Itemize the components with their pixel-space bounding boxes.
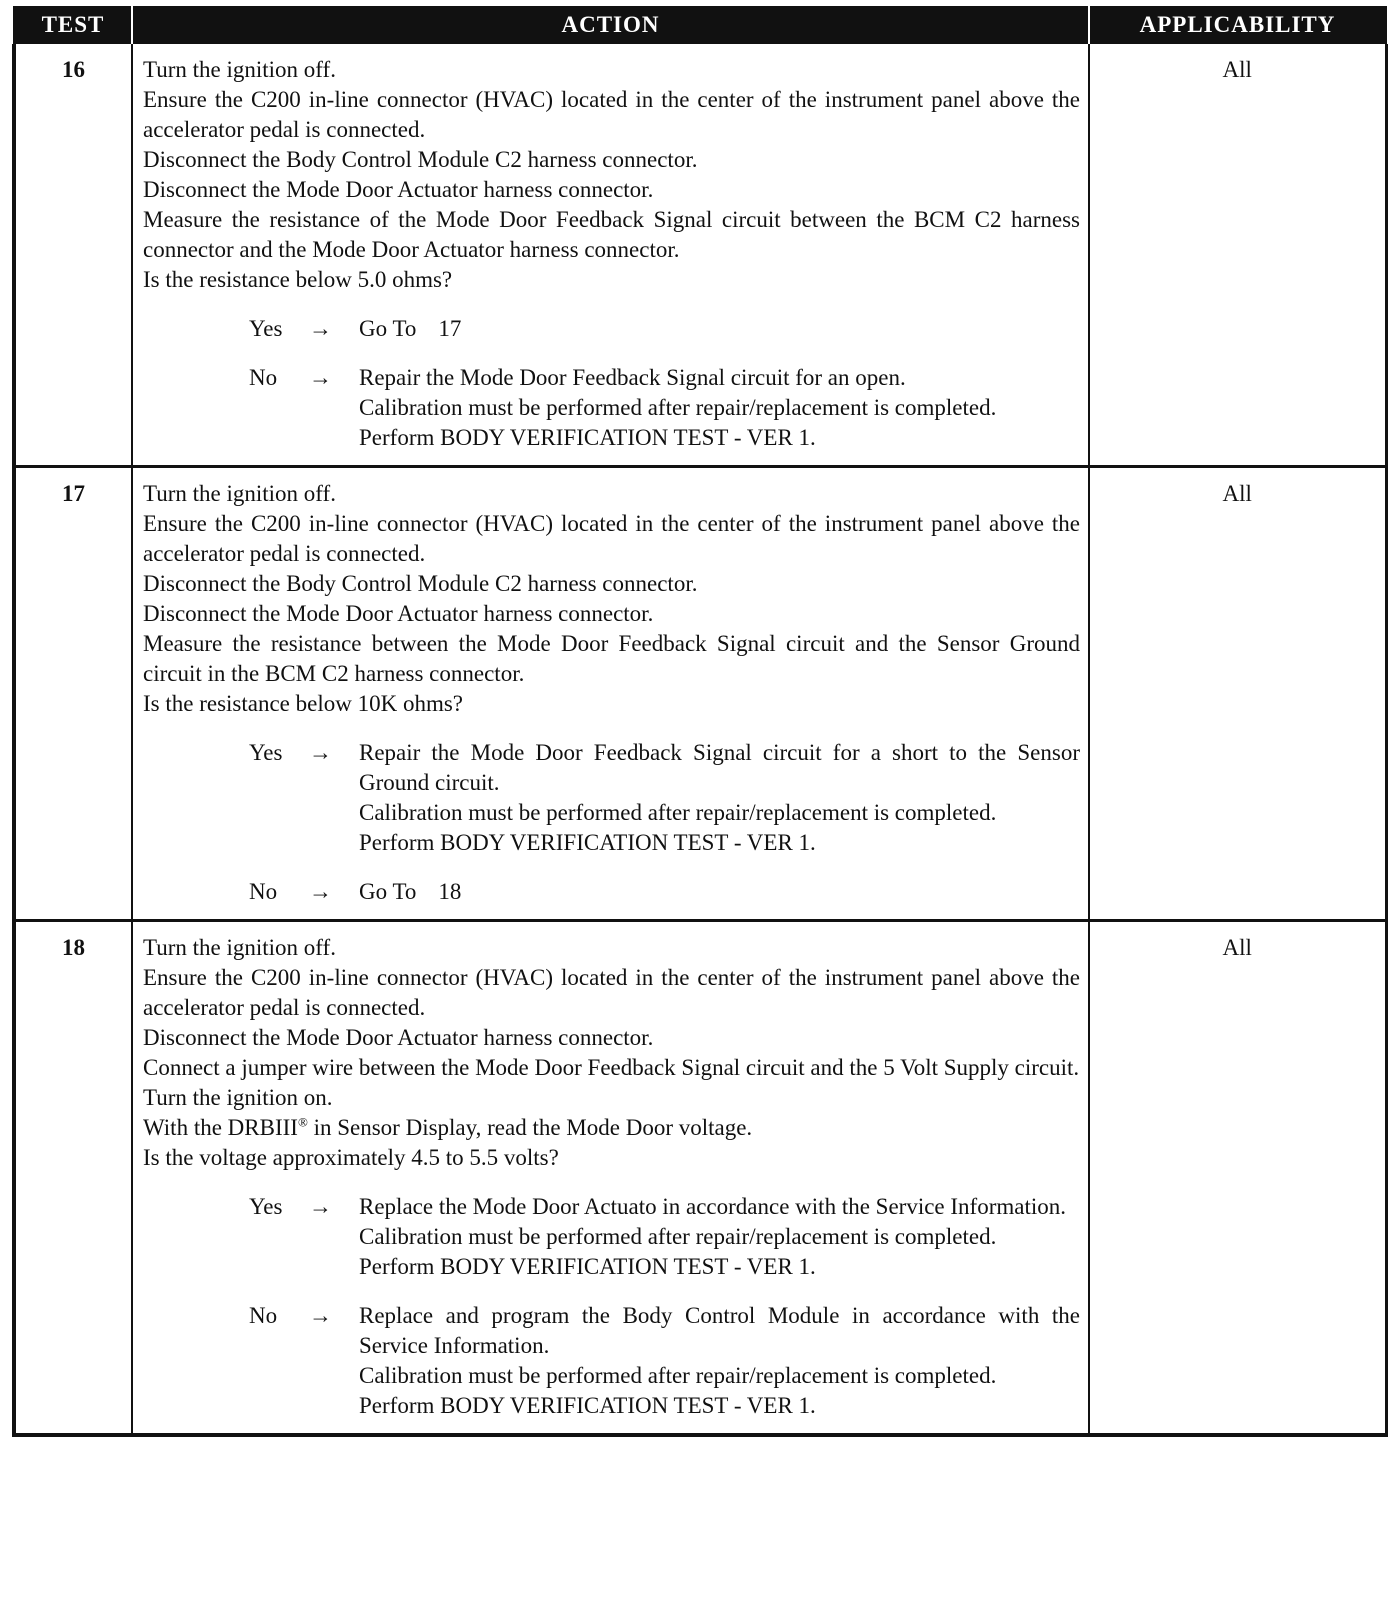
yes-response: [249, 314, 1080, 344]
yes-label: Yes: [249, 316, 283, 341]
arrow-icon: →: [309, 1303, 332, 1328]
no-label: No: [249, 1303, 278, 1328]
no-response: [249, 1301, 1080, 1421]
test-number: 18: [14, 921, 132, 1436]
goto-link[interactable]: 17: [438, 316, 462, 341]
response-text: Replace the Mode Door Actuato in accordance with the Service Information.: [359, 1194, 1066, 1219]
yes-label: Yes: [249, 740, 283, 765]
applicability-value: All: [1089, 921, 1386, 1436]
step-text: Ensure the C200 in-line connector (HVAC) located in the center of the instrument panel above the accelerator pedal is connected.: [143, 511, 1080, 566]
response-text: Calibration must be performed after repair/replacement is completed.: [359, 800, 997, 825]
response-text: Calibration must be performed after repair/replacement is completed.: [359, 395, 997, 420]
goto-label: Go To: [359, 879, 417, 904]
response-text: Perform BODY VERIFICATION TEST - VER 1.: [359, 830, 816, 855]
step-text: Turn the ignition on.: [143, 1085, 333, 1110]
test-action: [132, 467, 1089, 921]
arrow-icon: →: [309, 740, 332, 765]
step-text: Measure the resistance of the Mode Door Feedback Signal circuit between the BCM C2 harness connector and the Mode Door Actuator harness connector.: [143, 207, 1080, 262]
step-text: With the DRBIII® in Sensor Display, read the Mode Door voltage.: [143, 1114, 753, 1140]
no-response: [249, 877, 1080, 907]
header-test: TEST: [14, 6, 132, 44]
step-text: Disconnect the Mode Door Actuator harness connector.: [143, 177, 654, 202]
test-row-17: [14, 467, 1386, 921]
step-text: Disconnect the Mode Door Actuator harness connector.: [143, 1025, 654, 1050]
table-header-row: [14, 6, 1386, 44]
response-text: Perform BODY VERIFICATION TEST - VER 1.: [359, 1393, 816, 1418]
question-text: Is the voltage approximately 4.5 to 5.5 volts?: [143, 1145, 559, 1170]
response-text: Calibration must be performed after repair/replacement is completed.: [359, 1224, 997, 1249]
test-row-16: [14, 44, 1386, 467]
test-row-18: [14, 921, 1386, 1436]
step-text: Turn the ignition off.: [143, 481, 336, 506]
question-text: Is the resistance below 10K ohms?: [143, 691, 464, 716]
step-text: Measure the resistance between the Mode Door Feedback Signal circuit and the Sensor Ground circuit in the BCM C2 harness connector.: [143, 631, 1080, 686]
step-text: Turn the ignition off.: [143, 57, 336, 82]
response-text: Calibration must be performed after repair/replacement is completed.: [359, 1363, 997, 1388]
response-text: Perform BODY VERIFICATION TEST - VER 1.: [359, 1254, 816, 1279]
step-text: Ensure the C200 in-line connector (HVAC) located in the center of the instrument panel above the accelerator pedal is connected.: [143, 87, 1080, 142]
goto-label: Go To: [359, 316, 417, 341]
response-text: Repair the Mode Door Feedback Signal circuit for an open.: [359, 365, 906, 390]
no-response: [249, 363, 1080, 453]
test-action: [132, 921, 1089, 1436]
step-text: Disconnect the Body Control Module C2 harness connector.: [143, 571, 698, 596]
step-text: Turn the ignition off.: [143, 935, 336, 960]
no-label: No: [249, 879, 278, 904]
response-text: Replace and program the Body Control Module in accordance with the Service Information.: [359, 1303, 1080, 1358]
response-text: Repair the Mode Door Feedback Signal circuit for a short to the Sensor Ground circuit.: [359, 740, 1080, 795]
applicability-value: All: [1089, 467, 1386, 921]
arrow-icon: →: [309, 879, 332, 904]
test-number: 16: [14, 44, 132, 467]
step-text: Disconnect the Body Control Module C2 harness connector.: [143, 147, 698, 172]
header-action: ACTION: [132, 6, 1089, 44]
diagnostic-test-table: [12, 6, 1388, 1437]
step-text: Ensure the C200 in-line connector (HVAC) located in the center of the instrument panel above the accelerator pedal is connected.: [143, 965, 1080, 1020]
goto-link[interactable]: 18: [438, 879, 462, 904]
applicability-value: All: [1089, 44, 1386, 467]
yes-response: [249, 738, 1080, 858]
yes-response: [249, 1192, 1080, 1282]
test-number: 17: [14, 467, 132, 921]
step-text: Disconnect the Mode Door Actuator harness connector.: [143, 601, 654, 626]
no-label: No: [249, 365, 278, 390]
step-text: Connect a jumper wire between the Mode Door Feedback Signal circuit and the 5 Volt Supply circuit.: [143, 1055, 1080, 1080]
question-text: Is the resistance below 5.0 ohms?: [143, 267, 453, 292]
yes-label: Yes: [249, 1194, 283, 1219]
test-action: [132, 44, 1089, 467]
header-applicability: APPLICABILITY: [1089, 6, 1386, 44]
arrow-icon: →: [309, 316, 332, 341]
arrow-icon: →: [309, 1194, 332, 1219]
response-text: Perform BODY VERIFICATION TEST - VER 1.: [359, 425, 816, 450]
arrow-icon: →: [309, 365, 332, 390]
registered-mark: ®: [297, 1114, 308, 1130]
